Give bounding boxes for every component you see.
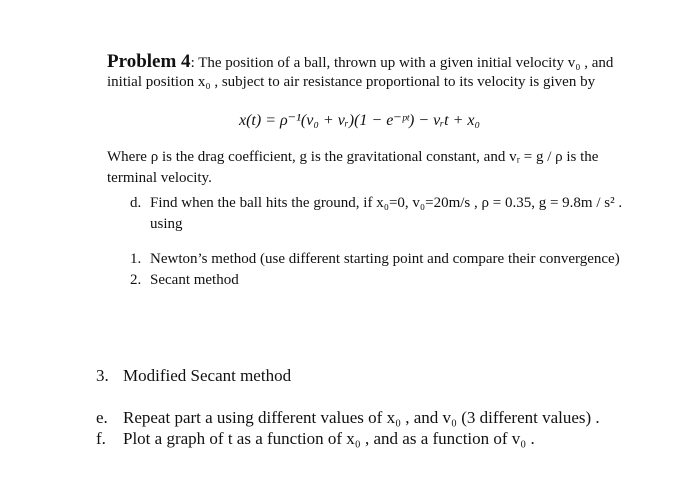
part-f-label: f. bbox=[96, 429, 106, 448]
intro-text-1: : The position of a ball, thrown up with a given initial velocity v₀ , and bbox=[190, 55, 614, 71]
list-item-number: 2. bbox=[130, 272, 142, 288]
definitions-line-2: terminal velocity. bbox=[107, 170, 212, 186]
part-f-text: Plot a graph of t as a function of x₀ , and as a function of v₀ . bbox=[123, 429, 535, 448]
part-e bbox=[96, 407, 600, 428]
position-formula: x(t) = ρ⁻¹(v₀ + vᵣ)(1 − e⁻ᵖᵗ) − vᵣt + x₀ bbox=[239, 112, 481, 129]
part-e-text: Repeat part a using different values of x₀ , and v₀ (3 different values) . bbox=[123, 408, 600, 427]
list-item-text: Secant method bbox=[150, 272, 239, 288]
part-d-using: using bbox=[150, 216, 183, 232]
list-item bbox=[130, 249, 620, 270]
parts-e-f bbox=[96, 407, 600, 449]
list-item-text: Newton’s method (use different starting point and compare their convergence) bbox=[150, 251, 620, 267]
part-d-label: d. bbox=[130, 195, 142, 211]
definitions-line-1: Where ρ is the drag coefficient, g is the gravitational constant, and vᵣ = g / ρ is the bbox=[107, 149, 599, 165]
part-f bbox=[96, 428, 600, 449]
method-3 bbox=[96, 366, 291, 386]
part-d-text: Find when the ball hits the ground, if x₀=0, v₀=20m/s , ρ = 0.35, g = 9.8m / s² . bbox=[150, 195, 623, 211]
list-item bbox=[130, 270, 620, 291]
part-e-label: e. bbox=[96, 408, 108, 427]
intro-line-1 bbox=[107, 52, 613, 73]
part-d-line bbox=[130, 193, 622, 214]
intro-line-2: initial position x₀ , subject to air resistance proportional to its velocity is given by bbox=[107, 74, 596, 90]
method-3-number: 3. bbox=[96, 366, 109, 385]
list-item-number: 1. bbox=[130, 251, 142, 267]
methods-list bbox=[130, 249, 620, 291]
problem-intro bbox=[107, 52, 613, 92]
part-d bbox=[130, 193, 622, 235]
method-3-text: Modified Secant method bbox=[123, 366, 292, 385]
definitions-paragraph bbox=[107, 147, 598, 189]
problem-title: Problem 4 bbox=[107, 51, 191, 72]
